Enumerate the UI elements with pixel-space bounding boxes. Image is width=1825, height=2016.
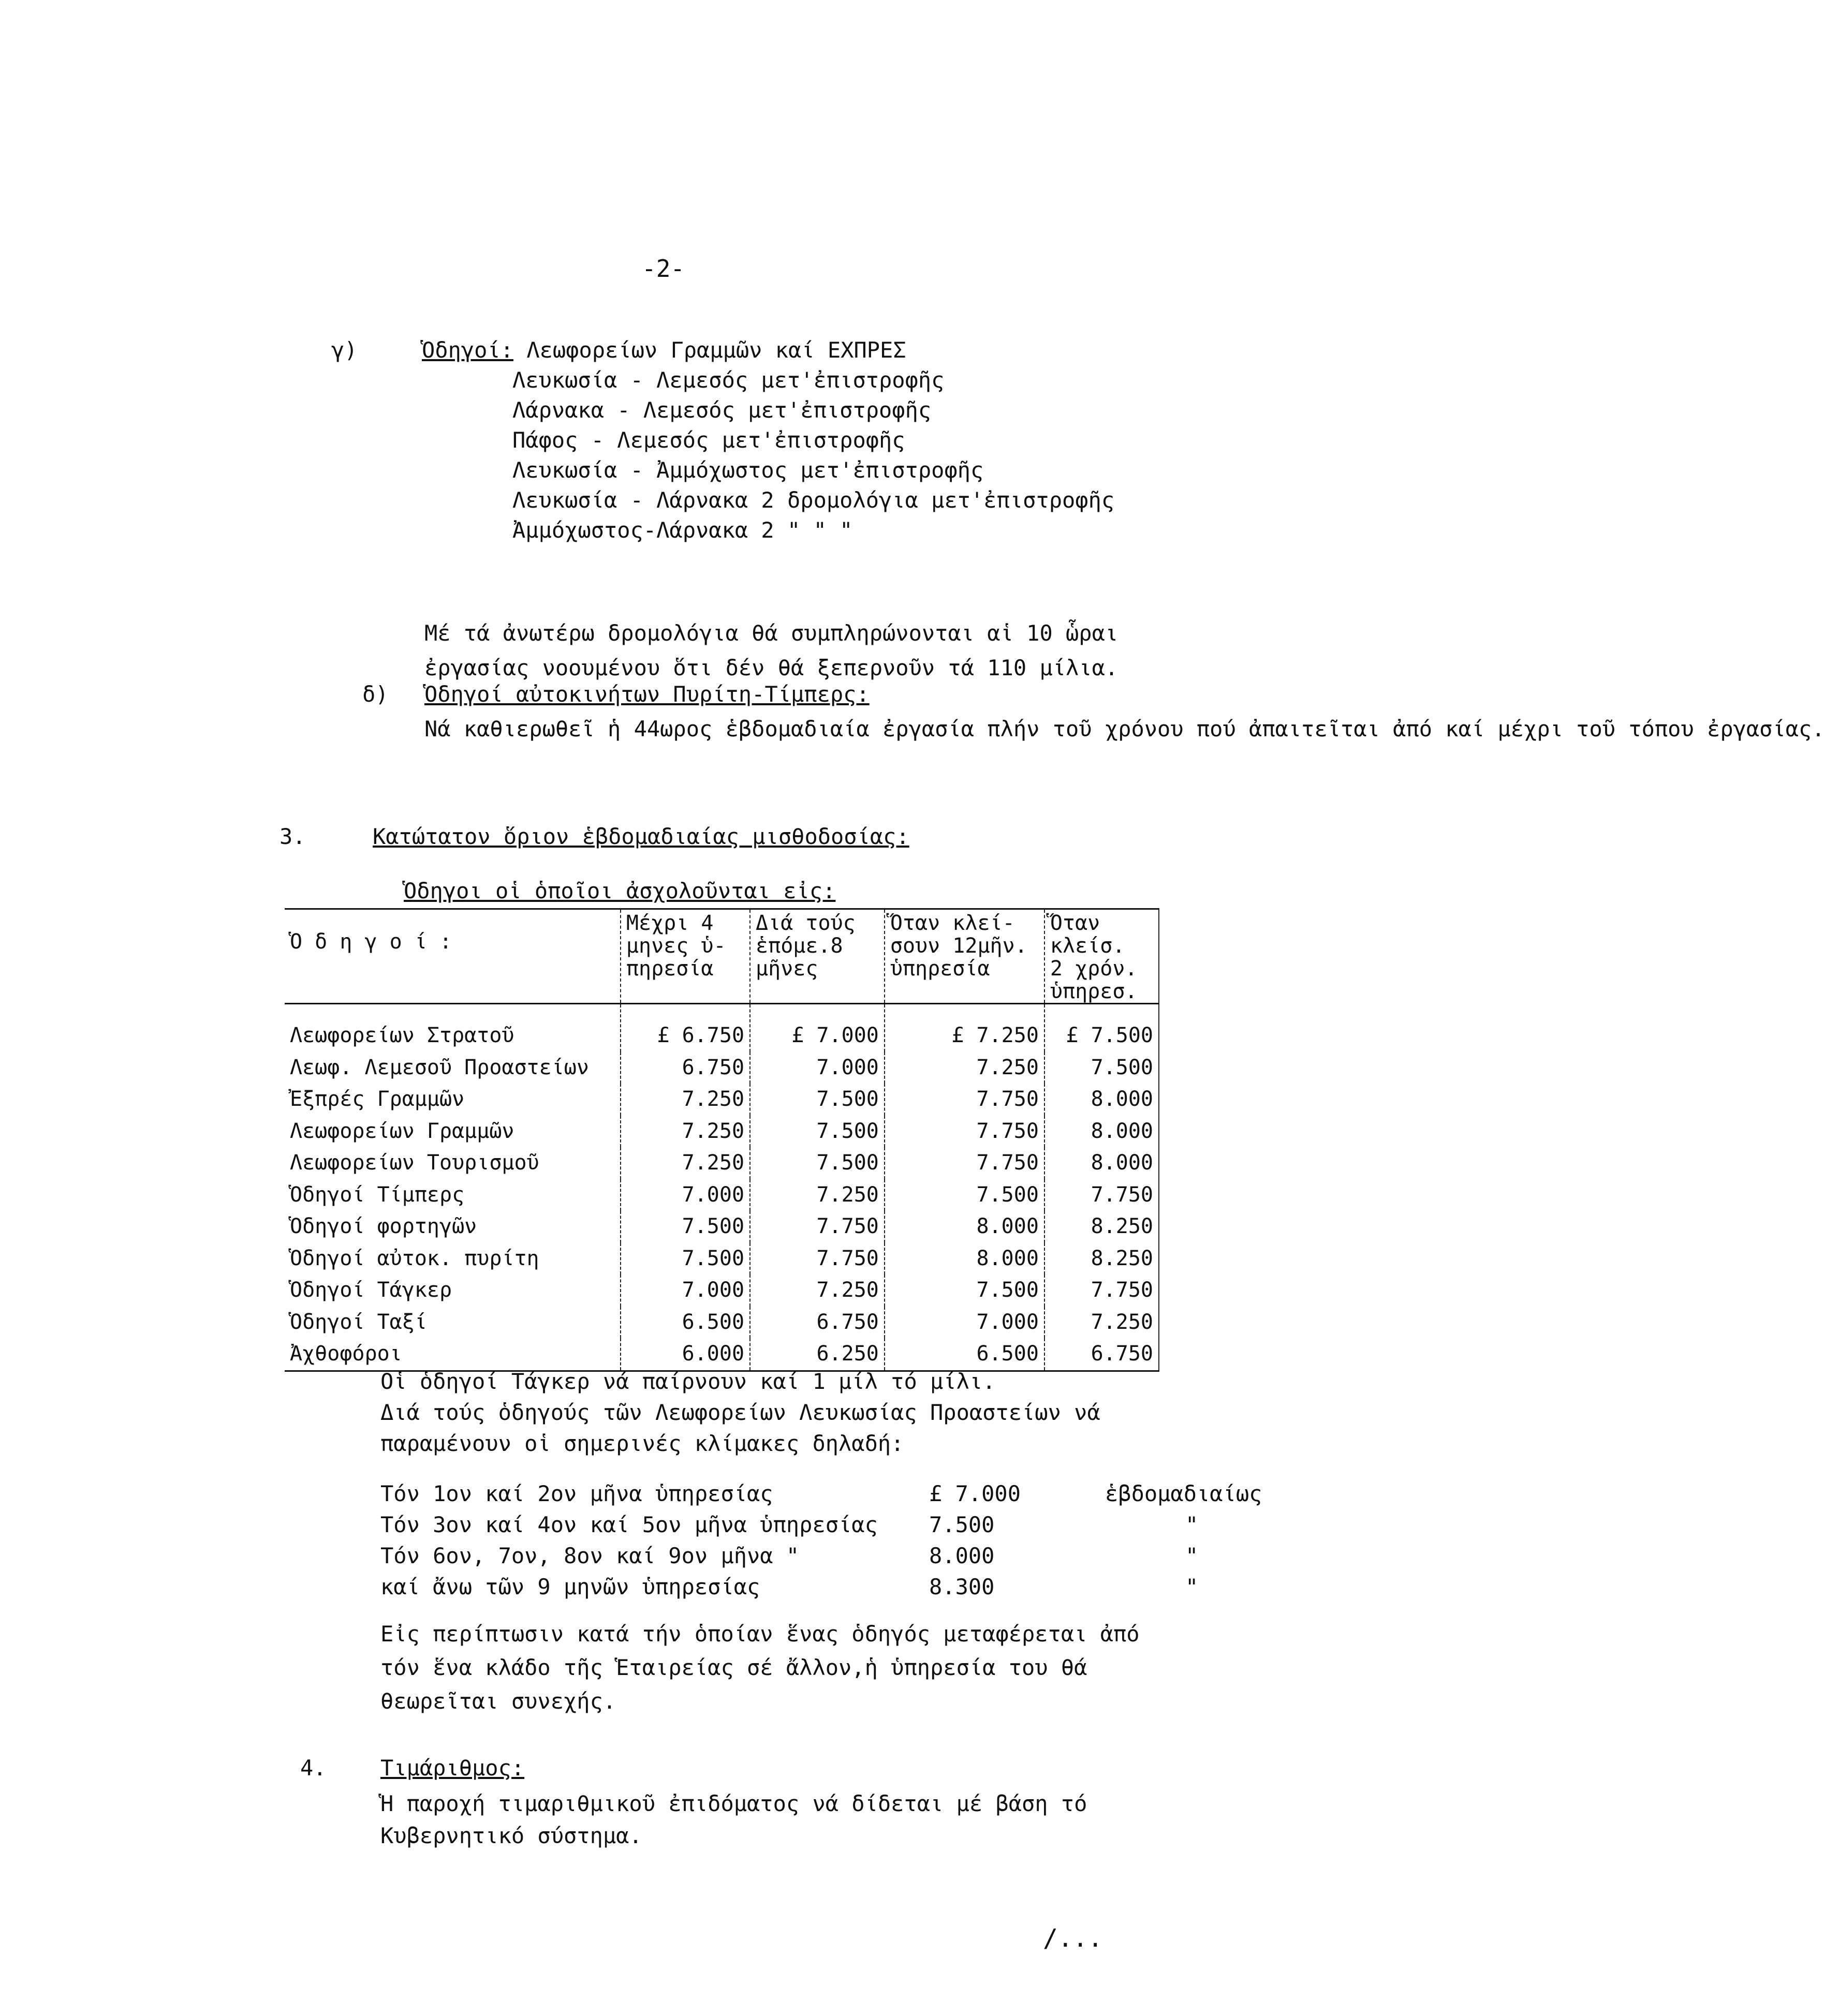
wage-cell: 6.500 [621, 1307, 750, 1339]
row-label: Λεωφ. Λεμεσοῦ Προαστείων [290, 1055, 589, 1079]
wage-cell: 6.750 [750, 1307, 885, 1339]
table-row [285, 1307, 1159, 1339]
wage-cell: 6.750 [621, 1052, 750, 1084]
notes-paragraph [380, 1366, 1157, 1459]
wage-cell: 7.000 [621, 1274, 750, 1307]
table-row [285, 1243, 1159, 1275]
table-row [285, 1147, 1159, 1179]
wage-cell: 6.000 [621, 1338, 750, 1371]
wage-cell: 7.250 [885, 1052, 1044, 1084]
table-row [285, 1004, 1159, 1052]
header-after-12-months: Ὅταν κλεί- σουν 12μῆν. ὑπηρεσία [885, 909, 1044, 1004]
wage-cell: 7.750 [885, 1116, 1044, 1148]
table-row [285, 1052, 1159, 1084]
route-line: Λευκωσία - Ἀμμόχωστος μετ'ἐπιστροφῆς [512, 457, 984, 483]
ladder-unit: " [1185, 1574, 1199, 1599]
wage-cell: 7.250 [621, 1147, 750, 1179]
table-row [285, 1179, 1159, 1211]
wage-cell: £ 6.750 [621, 1004, 750, 1052]
wage-cell: 7.750 [750, 1243, 885, 1275]
wage-cell: 7.500 [885, 1179, 1044, 1211]
route-line: Λευκωσία - Λάρνακα 2 δρομολόγια μετ'ἐπιστροφῆς [512, 487, 1115, 513]
table-row [285, 1116, 1159, 1148]
wage-cell: 8.000 [1044, 1084, 1159, 1116]
header-next-8-months: Διά τούς ἑπόμε.8 μῆνες [750, 909, 885, 1004]
wage-cell: 7.750 [1044, 1179, 1159, 1211]
row-label: Ἀχθοφόροι [290, 1342, 402, 1366]
wage-cell: 7.000 [750, 1052, 885, 1084]
wage-cell: £ 7.000 [750, 1004, 885, 1052]
wage-cell: 7.500 [885, 1274, 1044, 1307]
continuation-mark: /... [1043, 1924, 1103, 1953]
section-g-mark: γ) [331, 337, 358, 363]
table-row [285, 1211, 1159, 1243]
row-label: Ὁδηγοί φορτηγῶν [290, 1214, 477, 1238]
ladder-unit: " [1185, 1512, 1199, 1537]
page-number: -2- [642, 255, 685, 283]
wage-cell: 7.750 [1044, 1274, 1159, 1307]
wage-cell: 8.000 [1044, 1147, 1159, 1179]
wage-cell: £ 7.250 [885, 1004, 1044, 1052]
ladder-period: Τόν 1ον καί 2ον μῆνα ὑπηρεσίας [380, 1481, 773, 1506]
section-g-heading-label: Ὁδηγοί: [422, 337, 514, 363]
wage-cell: 7.250 [621, 1116, 750, 1148]
wage-cell: 6.500 [885, 1338, 1044, 1371]
header-drivers: Ὁ δ η γ ο ί : [290, 930, 452, 954]
table-caption: Ὁδηγοι οἱ ὁποῖοι ἀσχολοῦνται εἰς: [404, 878, 836, 903]
wage-cell: 7.250 [750, 1179, 885, 1211]
ladder-period: Τόν 3ον καί 4ον καί 5ον μῆνα ὑπηρεσίας [380, 1512, 878, 1537]
section-d-text: Νά καθιερωθεῖ ἡ 44ωρος ἑβδομαδιαία ἐργασία πλήν τοῦ χρόνου πού ἀπαιτεῖται ἀπό καί μέχρι τοῦ τόπου ἐργασίας. [424, 716, 1825, 742]
wage-cell: 6.250 [750, 1338, 885, 1371]
wage-cell: 7.750 [750, 1211, 885, 1243]
section-4-mark: 4. [300, 1755, 327, 1781]
ladder-period: Τόν 6ον, 7ον, 8ον καί 9ον μῆνα " [380, 1543, 800, 1568]
table-header-row [285, 909, 1159, 1004]
ladder-period: καί ἄνω τῶν 9 μηνῶν ὑπηρεσίας [380, 1574, 760, 1599]
wage-table [285, 908, 1159, 1372]
ladder-amount: 8.300 [929, 1574, 995, 1599]
wage-cell: £ 7.500 [1044, 1004, 1159, 1052]
wage-cell: 8.250 [1044, 1211, 1159, 1243]
ladder-unit: " [1185, 1543, 1199, 1568]
route-line: Ἀμμόχωστος-Λάρνακα 2 " " " [512, 517, 853, 543]
row-label: Λεωφορείων Τουρισμοῦ [290, 1151, 539, 1175]
ladder-amount: 8.000 [929, 1543, 995, 1568]
working-hours-paragraph: Μέ τά ἀνωτέρω δρομολόγια θά συμπληρώνονται αἱ 10 ὧραι ἐργασίας νοουμένου ὅτι δέν θά ξεπερνοῦν τά 110 μίλια. [424, 620, 1118, 680]
route-line: Λευκωσία - Λεμεσός μετ'ἐπιστροφῆς [512, 367, 945, 393]
wage-cell: 8.000 [885, 1243, 1044, 1275]
section-g-heading [422, 336, 906, 365]
wage-cell: 7.500 [621, 1243, 750, 1275]
transfer-paragraph: Εἰς περίπτωσιν κατά τήν ὁποίαν ἕνας ὁδηγός μεταφέρεται ἀπό τόν ἕνα κλάδο τῆς Ἑταιρείας σέ ἄλλον,ἡ ὑπηρεσία του θά θεωρεῖται συνεχής. [380, 1621, 1140, 1714]
wage-cell: 7.500 [1044, 1052, 1159, 1084]
route-line: Πάφος - Λεμεσός μετ'ἐπιστροφῆς [512, 427, 905, 453]
ladder-unit: ἑβδομαδιαίως [1105, 1481, 1262, 1506]
wage-cell: 6.750 [1044, 1338, 1159, 1371]
row-label: Λεωφορείων Γραμμῶν [290, 1119, 514, 1143]
suburban-note: Διά τούς ὁδηγούς τῶν Λεωφορείων Λευκωσίας Προαστείων νά παραμένουν οἱ σημερινές κλίμακες δηλαδή: [380, 1400, 1100, 1456]
wage-cell: 7.500 [621, 1211, 750, 1243]
wage-cell: 7.750 [885, 1147, 1044, 1179]
row-label: Ὁδηγοί Τάγκερ [290, 1278, 452, 1302]
wage-cell: 7.500 [750, 1084, 885, 1116]
section-g-heading-rest: Λεωφορείων Γραμμῶν καί ΕΧΠΡΕΣ [526, 337, 906, 363]
wage-cell: 7.500 [750, 1147, 885, 1179]
wage-cell: 8.250 [1044, 1243, 1159, 1275]
wage-cell: 8.000 [1044, 1116, 1159, 1148]
row-label: Ὁδηγοί Ταξί [290, 1310, 427, 1334]
wage-cell: 7.000 [621, 1179, 750, 1211]
header-after-2-years: Ὅταν κλείσ. 2 χρόν. ὑπηρεσ. [1044, 909, 1159, 1004]
wage-cell: 8.000 [885, 1211, 1044, 1243]
section-4-text: Ἡ παροχή τιμαριθμικοῦ ἐπιδόματος νά δίδεται μέ βάση τό Κυβερνητικό σύστημα. [380, 1791, 1087, 1848]
wage-cell: 7.500 [750, 1116, 885, 1148]
section-d-heading: Ὁδηγοί αὐτοκινήτων Πυρίτη-Τίμπερς: [424, 681, 870, 707]
wage-cell: 7.000 [885, 1307, 1044, 1339]
table-row [285, 1274, 1159, 1307]
tanker-note: Οἱ ὁδηγοί Τάγκερ νά παίρνουν καί 1 μίλ τό μίλι. [380, 1369, 996, 1394]
header-up-to-4-months: Μέχρι 4 μηνες ὑ- πηρεσία [621, 909, 750, 1004]
ladder-amount: £ 7.000 [929, 1481, 1021, 1506]
wage-cell: 7.250 [750, 1274, 885, 1307]
section-3-mark: 3. [279, 824, 306, 849]
wage-cell: 7.250 [1044, 1307, 1159, 1339]
section-4-heading: Τιμάριθμος: [380, 1755, 525, 1781]
row-label: Ὁδηγοί αὐτοκ. πυρίτη [290, 1246, 539, 1270]
section-d-mark: δ) [362, 681, 389, 707]
row-label: Ὁδηγοί Τίμπερς [290, 1182, 465, 1207]
row-label: Λεωφορείων Στρατοῦ [290, 1024, 514, 1047]
table-row [285, 1084, 1159, 1116]
section-3-heading: Κατώτατον ὅριον ἑβδομαδιαίας μισθοδοσίας: [373, 824, 909, 849]
wage-cell: 7.250 [621, 1084, 750, 1116]
row-label: Ἐξπρές Γραμμῶν [290, 1087, 465, 1111]
wage-cell: 7.750 [885, 1084, 1044, 1116]
route-line: Λάρνακα - Λεμεσός μετ'ἐπιστροφῆς [512, 397, 932, 423]
ladder-amount: 7.500 [929, 1512, 995, 1537]
